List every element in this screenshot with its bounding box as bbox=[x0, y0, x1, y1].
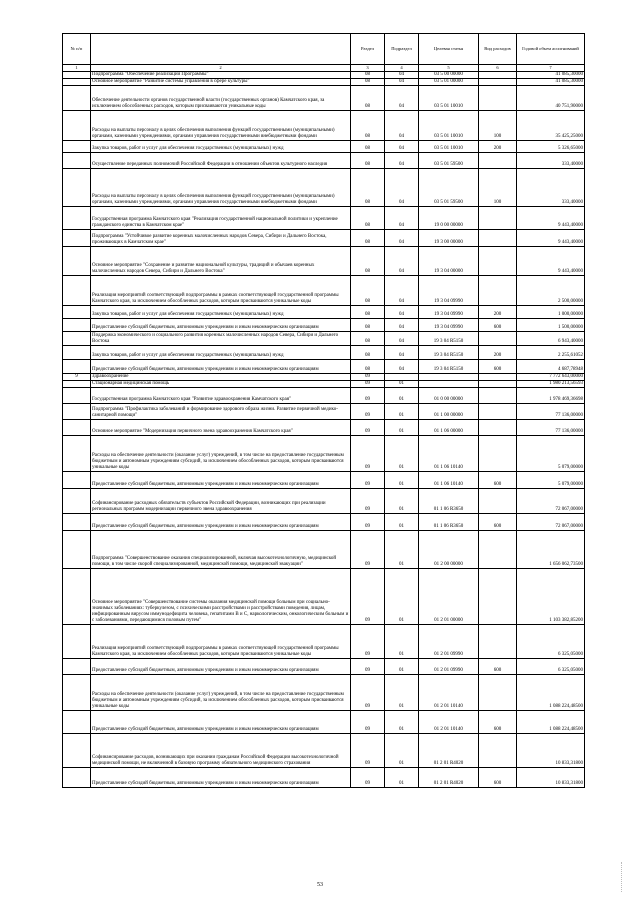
cell-razdel: 08 bbox=[351, 276, 385, 306]
header-annual-volume: Годовой объем ассигнований bbox=[517, 34, 585, 65]
cell-target-article: 03 5 01 10010 bbox=[419, 141, 479, 153]
cell-expense-type bbox=[479, 531, 517, 569]
cell-name: Софинансирование расходных обязательств субъектов Российской Федерации, возникающих при реализации региональных программ модернизации первичного звена здравоохранения bbox=[91, 489, 351, 514]
cell-name: Расходы на обеспечение деятельности (оказание услуг) учреждений, в том числе на предоставление государственным бюджетным и автономным учреждениям субсидий, за исключением обособленных расходов, которым присваиваются уникальные коды bbox=[91, 675, 351, 711]
cell-target-article bbox=[419, 381, 479, 388]
header-expense-type: Вид расходов bbox=[479, 34, 517, 65]
cell-name: Осуществление переданных полномочий Российской Федерации в отношении объектов культурного наследия bbox=[91, 153, 351, 169]
cell-name: Предоставление субсидий бюджетным, автономным учреждениям и иным некоммерческим организациям bbox=[91, 768, 351, 788]
cell-number bbox=[63, 388, 91, 404]
cell-name: Стационарная медицинская помощь bbox=[91, 381, 351, 388]
table-row bbox=[63, 472, 585, 489]
table-row bbox=[63, 489, 585, 514]
cell-name: Основное мероприятие "Развитие системы управления в сфере культуры" bbox=[91, 79, 351, 86]
cell-podrazdel: 04 bbox=[385, 141, 419, 153]
cell-number bbox=[63, 625, 91, 659]
cell-expense-type bbox=[479, 230, 517, 247]
column-number: 5 bbox=[419, 65, 479, 72]
cell-amount: 1 000,00000 bbox=[517, 306, 585, 319]
cell-amount: 333,40000 bbox=[517, 153, 585, 169]
cell-podrazdel: 04 bbox=[385, 153, 419, 169]
header-target-article: Целевая статья bbox=[419, 34, 479, 65]
cell-expense-type bbox=[479, 675, 517, 711]
cell-razdel: 09 bbox=[351, 659, 385, 675]
cell-name: Подпрограмма "Совершенствование оказания специализированной, включая высокотехнологичную, медицинской помощи, в том числе скорой специализированной, медицинской помощи, медицинской эвакуации" bbox=[91, 531, 351, 569]
cell-expense-type bbox=[479, 86, 517, 111]
cell-amount: 9 443,40000 bbox=[517, 207, 585, 230]
cell-razdel: 08 bbox=[351, 332, 385, 346]
cell-amount: 35 425,25000 bbox=[517, 111, 585, 141]
cell-amount: 4 687,78948 bbox=[517, 360, 585, 374]
cell-number: 9 bbox=[63, 374, 91, 381]
cell-expense-type: 600 bbox=[479, 360, 517, 374]
cell-podrazdel: 01 bbox=[385, 625, 419, 659]
cell-expense-type bbox=[479, 404, 517, 420]
cell-podrazdel: 01 bbox=[385, 489, 419, 514]
cell-target-article: 19 3 04 09990 bbox=[419, 306, 479, 319]
cell-name: Подпрограмма "Обеспечение реализации Программы" bbox=[91, 72, 351, 79]
cell-target-article: 01 2 01 10140 bbox=[419, 675, 479, 711]
cell-expense-type: 200 bbox=[479, 346, 517, 360]
cell-name: Основное мероприятие "Модернизация первичного звена здравоохранения Камчатского края" bbox=[91, 420, 351, 436]
cell-target-article: 01 0 00 00000 bbox=[419, 388, 479, 404]
cell-target-article: 03 5 00 00000 bbox=[419, 72, 479, 79]
cell-razdel: 08 bbox=[351, 346, 385, 360]
table-row bbox=[63, 332, 585, 346]
column-numbers-row bbox=[63, 65, 585, 72]
cell-expense-type: 600 bbox=[479, 319, 517, 332]
cell-amount: 6 943,40000 bbox=[517, 332, 585, 346]
cell-amount: 77 136,00000 bbox=[517, 404, 585, 420]
table-row bbox=[63, 531, 585, 569]
cell-razdel: 09 bbox=[351, 531, 385, 569]
cell-expense-type bbox=[479, 72, 517, 79]
cell-number bbox=[63, 207, 91, 230]
cell-expense-type bbox=[479, 247, 517, 276]
table-row bbox=[63, 734, 585, 768]
cell-name: Закупка товаров, работ и услуг для обеспечения государственных (муниципальных) нужд bbox=[91, 346, 351, 360]
cell-razdel: 09 bbox=[351, 489, 385, 514]
cell-number bbox=[63, 332, 91, 346]
cell-expense-type: 600 bbox=[479, 472, 517, 489]
table-row bbox=[63, 625, 585, 659]
cell-amount: 6 325,05000 bbox=[517, 625, 585, 659]
cell-name: Предоставление субсидий бюджетным, автономным учреждениям и иным некоммерческим организациям bbox=[91, 319, 351, 332]
cell-target-article: 19 0 00 00000 bbox=[419, 207, 479, 230]
cell-amount: 72 067,00000 bbox=[517, 514, 585, 531]
cell-target-article: 19 3 04 R5150 bbox=[419, 346, 479, 360]
cell-expense-type bbox=[479, 420, 517, 436]
cell-number bbox=[63, 514, 91, 531]
cell-amount: 9 443,40000 bbox=[517, 247, 585, 276]
cell-podrazdel: 01 bbox=[385, 514, 419, 531]
column-number: 7 bbox=[517, 65, 585, 72]
cell-podrazdel bbox=[385, 374, 419, 381]
header-podrazdel: Подраздел bbox=[385, 34, 419, 65]
cell-amount: 41 085,30000 bbox=[517, 72, 585, 79]
cell-name: Государственная программа Камчатского края "Реализация государственной национальной политики и укрепление гражданского единства в Камчатском крае" bbox=[91, 207, 351, 230]
cell-amount: 41 085,30000 bbox=[517, 79, 585, 86]
table-header-row bbox=[63, 34, 585, 65]
cell-target-article: 01 1 00 00000 bbox=[419, 404, 479, 420]
cell-razdel: 08 bbox=[351, 247, 385, 276]
cell-amount: 333,40000 bbox=[517, 169, 585, 207]
cell-podrazdel: 01 bbox=[385, 436, 419, 472]
cell-target-article: 01 1 06 10140 bbox=[419, 472, 479, 489]
cell-number bbox=[63, 346, 91, 360]
cell-target-article: 01 2 01 R4020 bbox=[419, 734, 479, 768]
cell-podrazdel: 01 bbox=[385, 711, 419, 734]
cell-razdel: 08 bbox=[351, 72, 385, 79]
cell-podrazdel: 04 bbox=[385, 319, 419, 332]
cell-number bbox=[63, 169, 91, 207]
cell-expense-type bbox=[479, 276, 517, 306]
cell-number bbox=[63, 675, 91, 711]
table-row bbox=[63, 360, 585, 374]
cell-podrazdel: 04 bbox=[385, 72, 419, 79]
cell-number bbox=[63, 111, 91, 141]
cell-razdel: 09 bbox=[351, 436, 385, 472]
table-row bbox=[63, 420, 585, 436]
column-number: 1 bbox=[63, 65, 91, 72]
cell-name: Софинансирование расходов, возникающих при оказании гражданам Российской Федерации высокотехнологичной медицинской помощи, не включенной в базовую программу обязательного медицинского страхования bbox=[91, 734, 351, 768]
cell-name: Реализация мероприятий соответствующей подпрограммы в рамках соответствующей государственной программы Камчатского края, за исключением обособленных расходов, которым присваиваются уникальные коды bbox=[91, 276, 351, 306]
cell-amount: 2 255,61052 bbox=[517, 346, 585, 360]
cell-podrazdel: 01 bbox=[385, 675, 419, 711]
cell-expense-type bbox=[479, 207, 517, 230]
cell-name: Поддержка экономического и социального развития коренных малочисленных народов Севера, Сибири и Дальнего Востока bbox=[91, 332, 351, 346]
cell-razdel: 08 bbox=[351, 230, 385, 247]
column-number: 6 bbox=[479, 65, 517, 72]
cell-target-article: 19 3 04 00000 bbox=[419, 247, 479, 276]
cell-expense-type bbox=[479, 381, 517, 388]
cell-target-article: 19 3 04 R5150 bbox=[419, 332, 479, 346]
cell-name: Предоставление субсидий бюджетным, автономным учреждениям и иным некоммерческим организациям bbox=[91, 360, 351, 374]
table-row bbox=[63, 153, 585, 169]
cell-target-article: 01 2 01 09990 bbox=[419, 659, 479, 675]
cell-amount: 5 079,00000 bbox=[517, 436, 585, 472]
cell-target-article: 03 5 01 10010 bbox=[419, 86, 479, 111]
table-row bbox=[63, 404, 585, 420]
cell-razdel: 08 bbox=[351, 153, 385, 169]
cell-expense-type: 600 bbox=[479, 514, 517, 531]
cell-number bbox=[63, 141, 91, 153]
column-number: 3 bbox=[351, 65, 385, 72]
cell-amount: 5 326,65000 bbox=[517, 141, 585, 153]
cell-number bbox=[63, 319, 91, 332]
cell-podrazdel: 04 bbox=[385, 346, 419, 360]
cell-podrazdel: 01 bbox=[385, 388, 419, 404]
cell-amount: 72 067,00000 bbox=[517, 489, 585, 514]
cell-expense-type bbox=[479, 734, 517, 768]
table-row bbox=[63, 374, 585, 381]
cell-name: Подпрограмма "Профилактика заболеваний и формирование здорового образа жизни. Развитие первичной медико-санитарной помощи" bbox=[91, 404, 351, 420]
cell-target-article: 01 1 06 10140 bbox=[419, 436, 479, 472]
cell-razdel: 09 bbox=[351, 381, 385, 388]
cell-razdel: 08 bbox=[351, 86, 385, 111]
cell-number bbox=[63, 230, 91, 247]
cell-podrazdel: 04 bbox=[385, 247, 419, 276]
cell-razdel: 08 bbox=[351, 207, 385, 230]
cell-amount: 40 751,90000 bbox=[517, 86, 585, 111]
cell-number bbox=[63, 153, 91, 169]
table-row bbox=[63, 72, 585, 79]
cell-name: Основное мероприятие "Сохранение и развитие национальной культуры, традиций и обычаев коренных малочисленных народов Севера, Сибири и Дальнего Востока" bbox=[91, 247, 351, 276]
cell-number bbox=[63, 72, 91, 79]
cell-number bbox=[63, 659, 91, 675]
cell-target-article: 01 2 01 10140 bbox=[419, 711, 479, 734]
cell-number bbox=[63, 711, 91, 734]
cell-razdel: 08 bbox=[351, 319, 385, 332]
cell-podrazdel: 01 bbox=[385, 420, 419, 436]
budget-table bbox=[62, 33, 585, 788]
table-row bbox=[63, 514, 585, 531]
table-row bbox=[63, 675, 585, 711]
cell-expense-type: 200 bbox=[479, 141, 517, 153]
cell-podrazdel: 04 bbox=[385, 86, 419, 111]
cell-expense-type bbox=[479, 388, 517, 404]
cell-expense-type: 100 bbox=[479, 169, 517, 207]
cell-number bbox=[63, 404, 91, 420]
cell-expense-type: 600 bbox=[479, 659, 517, 675]
table-row bbox=[63, 569, 585, 625]
cell-name: Предоставление субсидий бюджетным, автономным учреждениям и иным некоммерческим организациям bbox=[91, 514, 351, 531]
cell-number bbox=[63, 306, 91, 319]
table-row bbox=[63, 346, 585, 360]
table-body bbox=[63, 72, 585, 788]
cell-amount: 2 500,00000 bbox=[517, 276, 585, 306]
cell-name: Государственная программа Камчатского края "Развитие здравоохранения Камчатского края" bbox=[91, 388, 351, 404]
cell-target-article: 01 2 01 R4020 bbox=[419, 768, 479, 788]
cell-expense-type bbox=[479, 436, 517, 472]
cell-amount: 5 079,00000 bbox=[517, 472, 585, 489]
cell-expense-type: 600 bbox=[479, 711, 517, 734]
cell-number bbox=[63, 489, 91, 514]
cell-expense-type bbox=[479, 569, 517, 625]
cell-razdel: 09 bbox=[351, 675, 385, 711]
cell-podrazdel: 01 bbox=[385, 569, 419, 625]
cell-name: Расходы на выплаты персоналу в целях обеспечения выполнения функций государственными (муниципальными) органами, казенными учреждениями, органами управления государственными внебюджетными фондами bbox=[91, 169, 351, 207]
cell-name: Основное мероприятие "Совершенствование системы оказания медицинской помощи больным при социально-значимых заболеваниях: туберкулезом, с психическими расстройствами и расстройствами поведения, лицам, инфицированным вирусом иммунодефицита человека, гепатитами В и С, наркологическим, онкологическим больным и с заболеваниями, передающимися половым путем" bbox=[91, 569, 351, 625]
table-row bbox=[63, 276, 585, 306]
cell-amount: 1 978 469,36698 bbox=[517, 388, 585, 404]
table-row bbox=[63, 207, 585, 230]
cell-amount: 6 325,05000 bbox=[517, 659, 585, 675]
table-row bbox=[63, 247, 585, 276]
cell-name: Закупка товаров, работ и услуг для обеспечения государственных (муниципальных) нужд bbox=[91, 306, 351, 319]
cell-amount: 1 103 382,85200 bbox=[517, 569, 585, 625]
cell-razdel: 08 bbox=[351, 169, 385, 207]
cell-podrazdel: 04 bbox=[385, 207, 419, 230]
cell-razdel: 09 bbox=[351, 569, 385, 625]
cell-number bbox=[63, 768, 91, 788]
cell-razdel: 09 bbox=[351, 625, 385, 659]
budget-document-page bbox=[62, 33, 584, 788]
cell-target-article: 03 5 01 59500 bbox=[419, 153, 479, 169]
cell-target-article: 19 3 00 00000 bbox=[419, 230, 479, 247]
cell-expense-type bbox=[479, 625, 517, 659]
cell-target-article: 01 1 06 00000 bbox=[419, 420, 479, 436]
header-razdel: Раздел bbox=[351, 34, 385, 65]
cell-razdel: 09 bbox=[351, 388, 385, 404]
cell-expense-type bbox=[479, 332, 517, 346]
cell-number bbox=[63, 276, 91, 306]
cell-razdel: 09 bbox=[351, 404, 385, 420]
cell-podrazdel: 01 bbox=[385, 659, 419, 675]
cell-number bbox=[63, 79, 91, 86]
cell-amount: 1 980 213,56593 bbox=[517, 381, 585, 388]
cell-expense-type bbox=[479, 489, 517, 514]
cell-target-article: 01 2 01 09990 bbox=[419, 625, 479, 659]
cell-target-article: 03 5 01 59500 bbox=[419, 169, 479, 207]
cell-podrazdel: 04 bbox=[385, 169, 419, 207]
cell-razdel: 09 bbox=[351, 420, 385, 436]
cell-podrazdel: 04 bbox=[385, 79, 419, 86]
cell-podrazdel: 04 bbox=[385, 332, 419, 346]
cell-number bbox=[63, 360, 91, 374]
cell-name: Обеспечение деятельности органов государственной власти (государственных органов) Камчатского края, за исключением обособленных расходов, которым присваиваются уникальные коды bbox=[91, 86, 351, 111]
table-row bbox=[63, 169, 585, 207]
cell-number bbox=[63, 420, 91, 436]
cell-target-article: 19 3 04 09990 bbox=[419, 276, 479, 306]
header-number: № п/п bbox=[63, 34, 91, 65]
cell-amount: 7 772 643,00000 bbox=[517, 374, 585, 381]
cell-expense-type bbox=[479, 153, 517, 169]
table-row bbox=[63, 79, 585, 86]
cell-name: Закупка товаров, работ и услуг для обеспечения государственных (муниципальных) нужд bbox=[91, 141, 351, 153]
cell-expense-type bbox=[479, 374, 517, 381]
cell-target-article: 01 1 06 R3650 bbox=[419, 514, 479, 531]
cell-name: Предоставление субсидий бюджетным, автономным учреждениям и иным некоммерческим организациям bbox=[91, 472, 351, 489]
cell-name: Расходы на обеспечение деятельности (оказание услуг) учреждений, в том числе на предоставление государственным бюджетным и автономным учреждениям субсидий, за исключением обособленных расходов, которым присваиваются уникальные коды bbox=[91, 436, 351, 472]
cell-target-article: 01 1 06 R3650 bbox=[419, 489, 479, 514]
table-row bbox=[63, 388, 585, 404]
cell-expense-type: 200 bbox=[479, 306, 517, 319]
cell-name: Реализация мероприятий соответствующей подпрограммы в рамках соответствующей государственной программы Камчатского края, за исключением обособленных расходов, которым присваиваются уникальные коды bbox=[91, 625, 351, 659]
cell-target-article: 03 5 01 00000 bbox=[419, 79, 479, 86]
cell-amount: 1 500,00000 bbox=[517, 319, 585, 332]
cell-razdel: 09 bbox=[351, 472, 385, 489]
cell-razdel: 08 bbox=[351, 141, 385, 153]
cell-amount: 10 833,31800 bbox=[517, 734, 585, 768]
cell-razdel: 08 bbox=[351, 360, 385, 374]
cell-name: Подпрограмма "Устойчивое развитие коренных малочисленных народов Севера, Сибири и Дальнего Востока, проживающих в Камчатском крае" bbox=[91, 230, 351, 247]
table-row bbox=[63, 86, 585, 111]
cell-amount: 10 833,31800 bbox=[517, 768, 585, 788]
cell-podrazdel: 01 bbox=[385, 768, 419, 788]
cell-number bbox=[63, 531, 91, 569]
cell-amount: 1 088 224,48500 bbox=[517, 711, 585, 734]
table-row bbox=[63, 436, 585, 472]
cell-target-article: 01 2 01 00000 bbox=[419, 569, 479, 625]
cell-razdel: 08 bbox=[351, 306, 385, 319]
cell-number bbox=[63, 381, 91, 388]
cell-number bbox=[63, 247, 91, 276]
table-row bbox=[63, 659, 585, 675]
cell-target-article: 19 3 04 R5150 bbox=[419, 360, 479, 374]
column-number: 2 bbox=[91, 65, 351, 72]
cell-amount: 1 088 224,48500 bbox=[517, 675, 585, 711]
cell-expense-type: 100 bbox=[479, 111, 517, 141]
cell-target-article: 19 3 04 09990 bbox=[419, 319, 479, 332]
table-row bbox=[63, 141, 585, 153]
page-number: 53 bbox=[317, 882, 323, 888]
table-row bbox=[63, 768, 585, 788]
cell-target-article bbox=[419, 374, 479, 381]
cell-podrazdel: 04 bbox=[385, 306, 419, 319]
cell-podrazdel: 04 bbox=[385, 230, 419, 247]
cell-target-article: 01 2 00 00000 bbox=[419, 531, 479, 569]
cell-razdel: 09 bbox=[351, 734, 385, 768]
table-row bbox=[63, 381, 585, 388]
cell-podrazdel: 01 bbox=[385, 381, 419, 388]
table-row bbox=[63, 111, 585, 141]
cell-name: Здравоохранение bbox=[91, 374, 351, 381]
table-row bbox=[63, 230, 585, 247]
cell-podrazdel: 01 bbox=[385, 734, 419, 768]
cell-razdel: 09 bbox=[351, 711, 385, 734]
cell-podrazdel: 04 bbox=[385, 360, 419, 374]
cell-razdel: 09 bbox=[351, 768, 385, 788]
table-row bbox=[63, 711, 585, 734]
cell-podrazdel: 01 bbox=[385, 404, 419, 420]
cell-number bbox=[63, 472, 91, 489]
cell-amount: 1 656 062,73500 bbox=[517, 531, 585, 569]
column-number: 4 bbox=[385, 65, 419, 72]
cell-expense-type bbox=[479, 79, 517, 86]
cell-razdel: 09 bbox=[351, 374, 385, 381]
cell-number bbox=[63, 86, 91, 111]
table-row bbox=[63, 306, 585, 319]
cell-podrazdel: 04 bbox=[385, 111, 419, 141]
cell-name: Предоставление субсидий бюджетным, автономным учреждениям и иным некоммерческим организациям bbox=[91, 711, 351, 734]
table-row bbox=[63, 319, 585, 332]
cell-name: Предоставление субсидий бюджетным, автономным учреждениям и иным некоммерческим организациям bbox=[91, 659, 351, 675]
cell-name: Расходы на выплаты персоналу в целях обеспечения выполнения функций государственными (муниципальными) органами, казенными учреждениями, органами управления государственными внебюджетными фондами bbox=[91, 111, 351, 141]
header-name bbox=[91, 34, 351, 65]
cell-number bbox=[63, 569, 91, 625]
cell-target-article: 03 5 01 10010 bbox=[419, 111, 479, 141]
cell-number bbox=[63, 436, 91, 472]
cell-podrazdel: 01 bbox=[385, 531, 419, 569]
cell-number bbox=[63, 734, 91, 768]
cell-razdel: 08 bbox=[351, 111, 385, 141]
cell-amount: 77 136,00000 bbox=[517, 420, 585, 436]
cell-razdel: 09 bbox=[351, 514, 385, 531]
cell-expense-type: 600 bbox=[479, 768, 517, 788]
cell-podrazdel: 04 bbox=[385, 276, 419, 306]
cell-podrazdel: 01 bbox=[385, 472, 419, 489]
cell-amount: 9 443,40000 bbox=[517, 230, 585, 247]
margin-mark bbox=[621, 862, 624, 892]
cell-razdel: 08 bbox=[351, 79, 385, 86]
